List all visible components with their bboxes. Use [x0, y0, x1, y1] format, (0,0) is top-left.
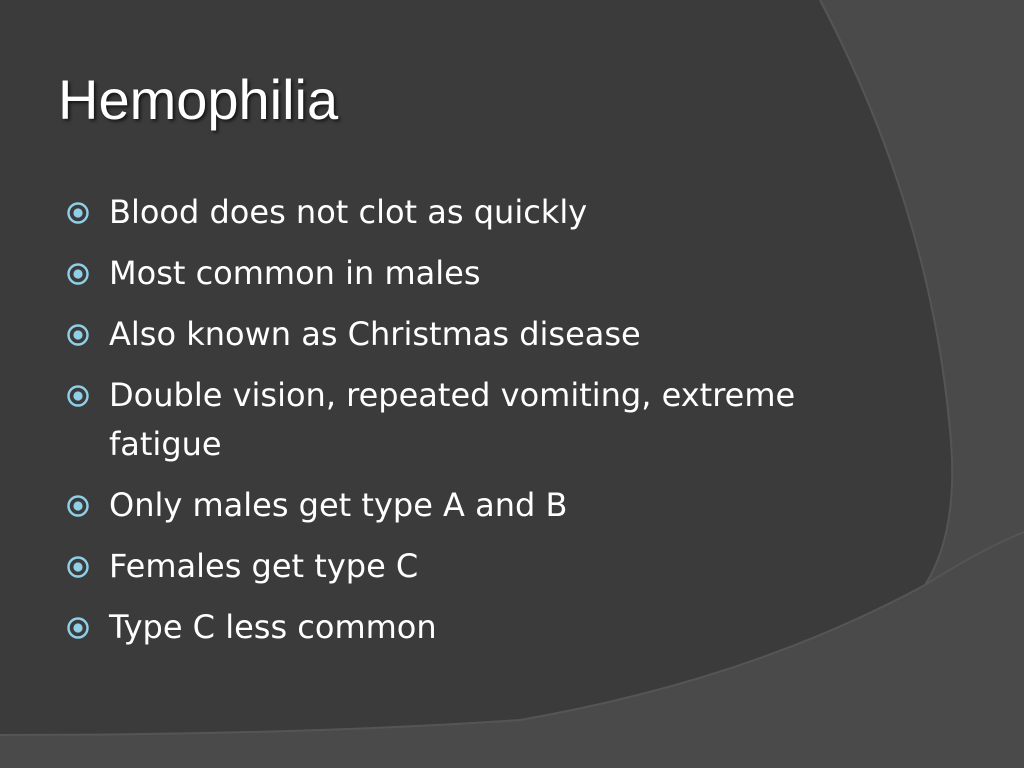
- bullet-text: Most common in males: [109, 254, 481, 292]
- target-circle-icon: [66, 555, 90, 579]
- target-circle-icon: [66, 201, 90, 225]
- bullet-text: Blood does not clot as quickly: [109, 193, 588, 231]
- bullet-text: Double vision, repeated vomiting, extreme fatigue: [109, 376, 796, 463]
- bullet-item: [66, 542, 866, 591]
- bullet-text: Females get type C: [109, 547, 419, 585]
- bullet-item: [66, 310, 866, 359]
- target-circle-icon: [66, 384, 90, 408]
- slide-title: Hemophilia: [58, 68, 339, 131]
- target-circle-icon: [66, 323, 90, 347]
- bullet-item: [66, 481, 866, 530]
- target-circle-icon: [66, 494, 90, 518]
- bullet-text: Only males get type A and B: [109, 486, 568, 524]
- bullet-item: [66, 249, 866, 298]
- bullet-item: [66, 188, 866, 237]
- bullet-text: Type C less common: [109, 608, 437, 646]
- bullet-item: [66, 371, 866, 469]
- bullet-item: [66, 603, 866, 652]
- bullet-list: [66, 188, 866, 664]
- target-circle-icon: [66, 262, 90, 286]
- bullet-text: Also known as Christmas disease: [109, 315, 641, 353]
- target-circle-icon: [66, 616, 90, 640]
